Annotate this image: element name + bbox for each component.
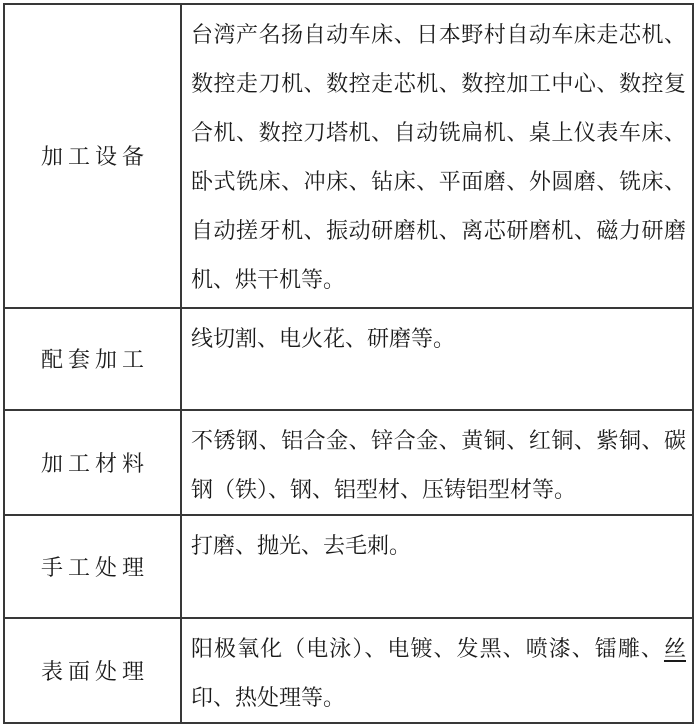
row-label: 手工处理 [40,555,149,581]
content-line: 印、热处理等。 [191,684,346,710]
row-content-cell [182,5,692,307]
row-content-cell [182,619,692,722]
content-line: 线切割、电火花、研磨等。 [191,325,456,351]
row-label: 表面处理 [40,658,149,684]
content-line: 机、烘干机等。 [191,267,346,292]
row-label: 加工设备 [40,144,149,170]
content-line: 自动搓牙机、振动研磨机、离芯研磨机、磁力研磨 [191,218,686,243]
row-label: 加工材料 [40,451,149,477]
capabilities-table [3,3,694,724]
table-row [5,5,692,309]
row-label-cell [5,619,182,722]
content-text: 阳极氧化（电泳）、电镀、发黑、喷漆、镭雕、 [191,635,664,661]
content-line: 卧式铣床、冲床、钻床、平面磨、外圆磨、铣床、 [191,169,686,194]
table-row [5,516,692,619]
row-label: 配套加工 [40,347,149,373]
content-line [191,624,686,673]
content-line: 不锈钢、铝合金、锌合金、黄铜、红铜、紫铜、碳 [191,428,686,453]
row-label-cell [5,309,182,410]
row-content-cell [182,411,692,514]
content-line: 数控走刀机、数控走芯机、数控加工中心、数控复 [191,71,686,96]
row-content-cell [182,309,692,410]
row-label-cell [5,516,182,617]
content-line: 台湾产名扬自动车床、日本野村自动车床走芯机、 [191,22,686,47]
table-row [5,619,692,722]
underlined-text: 丝 [663,635,686,661]
content-line: 打磨、抛光、去毛刺。 [191,533,412,559]
content-line: 钢（铁）、钢、铝型材、压铸铝型材等。 [191,477,577,502]
content-line: 合机、数控刀塔机、自动铣扁机、桌上仪表车床、 [191,120,686,145]
row-label-cell [5,411,182,514]
table-row [5,411,692,516]
row-label-cell [5,5,182,307]
table-row [5,309,692,412]
row-content-cell [182,516,692,617]
